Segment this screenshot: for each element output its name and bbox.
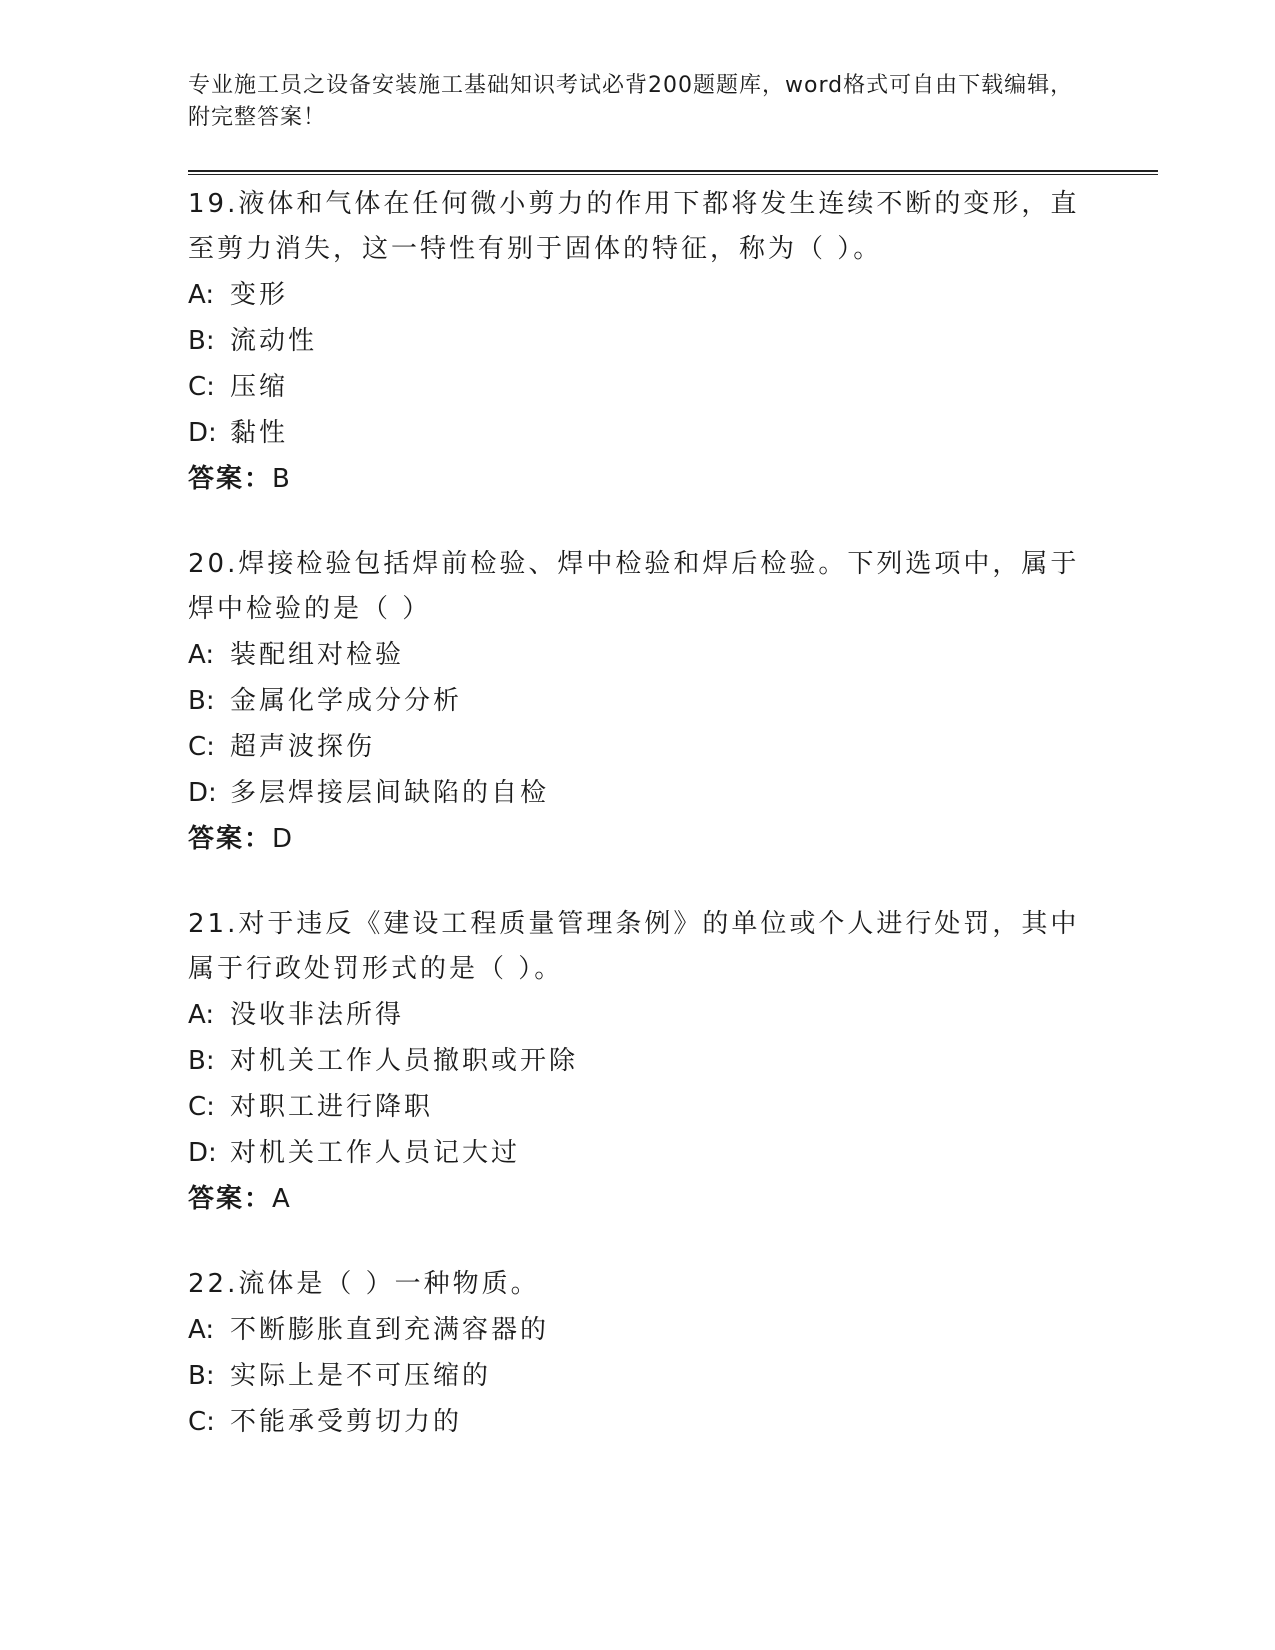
option-text: 压缩 bbox=[230, 372, 289, 402]
question-block bbox=[188, 182, 1158, 502]
option-a bbox=[188, 1307, 1158, 1353]
option-b bbox=[188, 678, 1158, 724]
option-key: B: bbox=[188, 326, 215, 356]
document-header: 专业施工员之设备安装施工基础知识考试必背200题题库，word格式可自由下载编辑，附完整答案！ bbox=[188, 73, 1074, 130]
option-a bbox=[188, 992, 1158, 1038]
divider-thin-line bbox=[188, 174, 1158, 175]
answer-value: A bbox=[272, 1184, 292, 1214]
option-key: A: bbox=[188, 1000, 215, 1030]
question-stem: 20.焊接检验包括焊前检验、焊中检验和焊后检验。下列选项中，属于焊中检验的是（ ） bbox=[188, 549, 1080, 624]
question-block bbox=[188, 1262, 1158, 1445]
option-key: D: bbox=[188, 418, 217, 448]
option-a bbox=[188, 632, 1158, 678]
option-key: B: bbox=[188, 1361, 215, 1391]
option-c bbox=[188, 364, 1158, 410]
option-b bbox=[188, 1038, 1158, 1084]
option-text: 对职工进行降职 bbox=[230, 1092, 434, 1122]
option-text: 黏性 bbox=[230, 418, 289, 448]
answer-value: D bbox=[272, 824, 295, 854]
option-text: 超声波探伤 bbox=[230, 732, 376, 762]
option-text: 多层焊接层间缺陷的自检 bbox=[230, 778, 550, 808]
option-text: 金属化学成分分析 bbox=[230, 686, 463, 716]
option-c bbox=[188, 1399, 1158, 1445]
document-page bbox=[188, 70, 1158, 1445]
option-text: 变形 bbox=[230, 280, 289, 310]
question-stem: 21.对于违反《建设工程质量管理条例》的单位或个人进行处罚，其中属于行政处罚形式的是（ ）。 bbox=[188, 909, 1080, 984]
answer-value: B bbox=[272, 464, 292, 494]
option-text: 实际上是不可压缩的 bbox=[230, 1361, 492, 1391]
option-c bbox=[188, 1084, 1158, 1130]
option-text: 流动性 bbox=[230, 326, 318, 356]
option-key: C: bbox=[188, 1407, 215, 1437]
option-key: A: bbox=[188, 1315, 215, 1345]
option-key: C: bbox=[188, 372, 215, 402]
answer-line bbox=[188, 816, 1158, 862]
option-key: A: bbox=[188, 280, 215, 310]
question-block bbox=[188, 542, 1158, 862]
option-text: 对机关工作人员记大过 bbox=[230, 1138, 521, 1168]
option-a bbox=[188, 272, 1158, 318]
option-text: 不断膨胀直到充满容器的 bbox=[230, 1315, 550, 1345]
option-text: 装配组对检验 bbox=[230, 640, 405, 670]
option-b bbox=[188, 1353, 1158, 1399]
option-key: C: bbox=[188, 732, 215, 762]
option-key: B: bbox=[188, 1046, 215, 1076]
option-key: A: bbox=[188, 640, 215, 670]
answer-label: 答案： bbox=[188, 464, 273, 494]
option-key: D: bbox=[188, 1138, 217, 1168]
option-d bbox=[188, 1130, 1158, 1176]
question-stem: 22.流体是（ ）一种物质。 bbox=[188, 1269, 540, 1299]
question-stem: 19.液体和气体在任何微小剪力的作用下都将发生连续不断的变形，直至剪力消失，这一特性有别于固体的特征，称为（ ）。 bbox=[188, 189, 1080, 264]
question-block bbox=[188, 902, 1158, 1222]
option-key: D: bbox=[188, 778, 217, 808]
option-text: 对机关工作人员撤职或开除 bbox=[230, 1046, 579, 1076]
option-key: B: bbox=[188, 686, 215, 716]
header-divider bbox=[188, 170, 1158, 176]
option-b bbox=[188, 318, 1158, 364]
option-text: 没收非法所得 bbox=[230, 1000, 405, 1030]
option-d bbox=[188, 410, 1158, 456]
option-d bbox=[188, 770, 1158, 816]
answer-label: 答案： bbox=[188, 824, 273, 854]
answer-line bbox=[188, 456, 1158, 502]
option-c bbox=[188, 724, 1158, 770]
answer-line bbox=[188, 1176, 1158, 1222]
divider-thick-line bbox=[188, 170, 1158, 172]
answer-label: 答案： bbox=[188, 1184, 273, 1214]
option-key: C: bbox=[188, 1092, 215, 1122]
option-text: 不能承受剪切力的 bbox=[230, 1407, 463, 1437]
